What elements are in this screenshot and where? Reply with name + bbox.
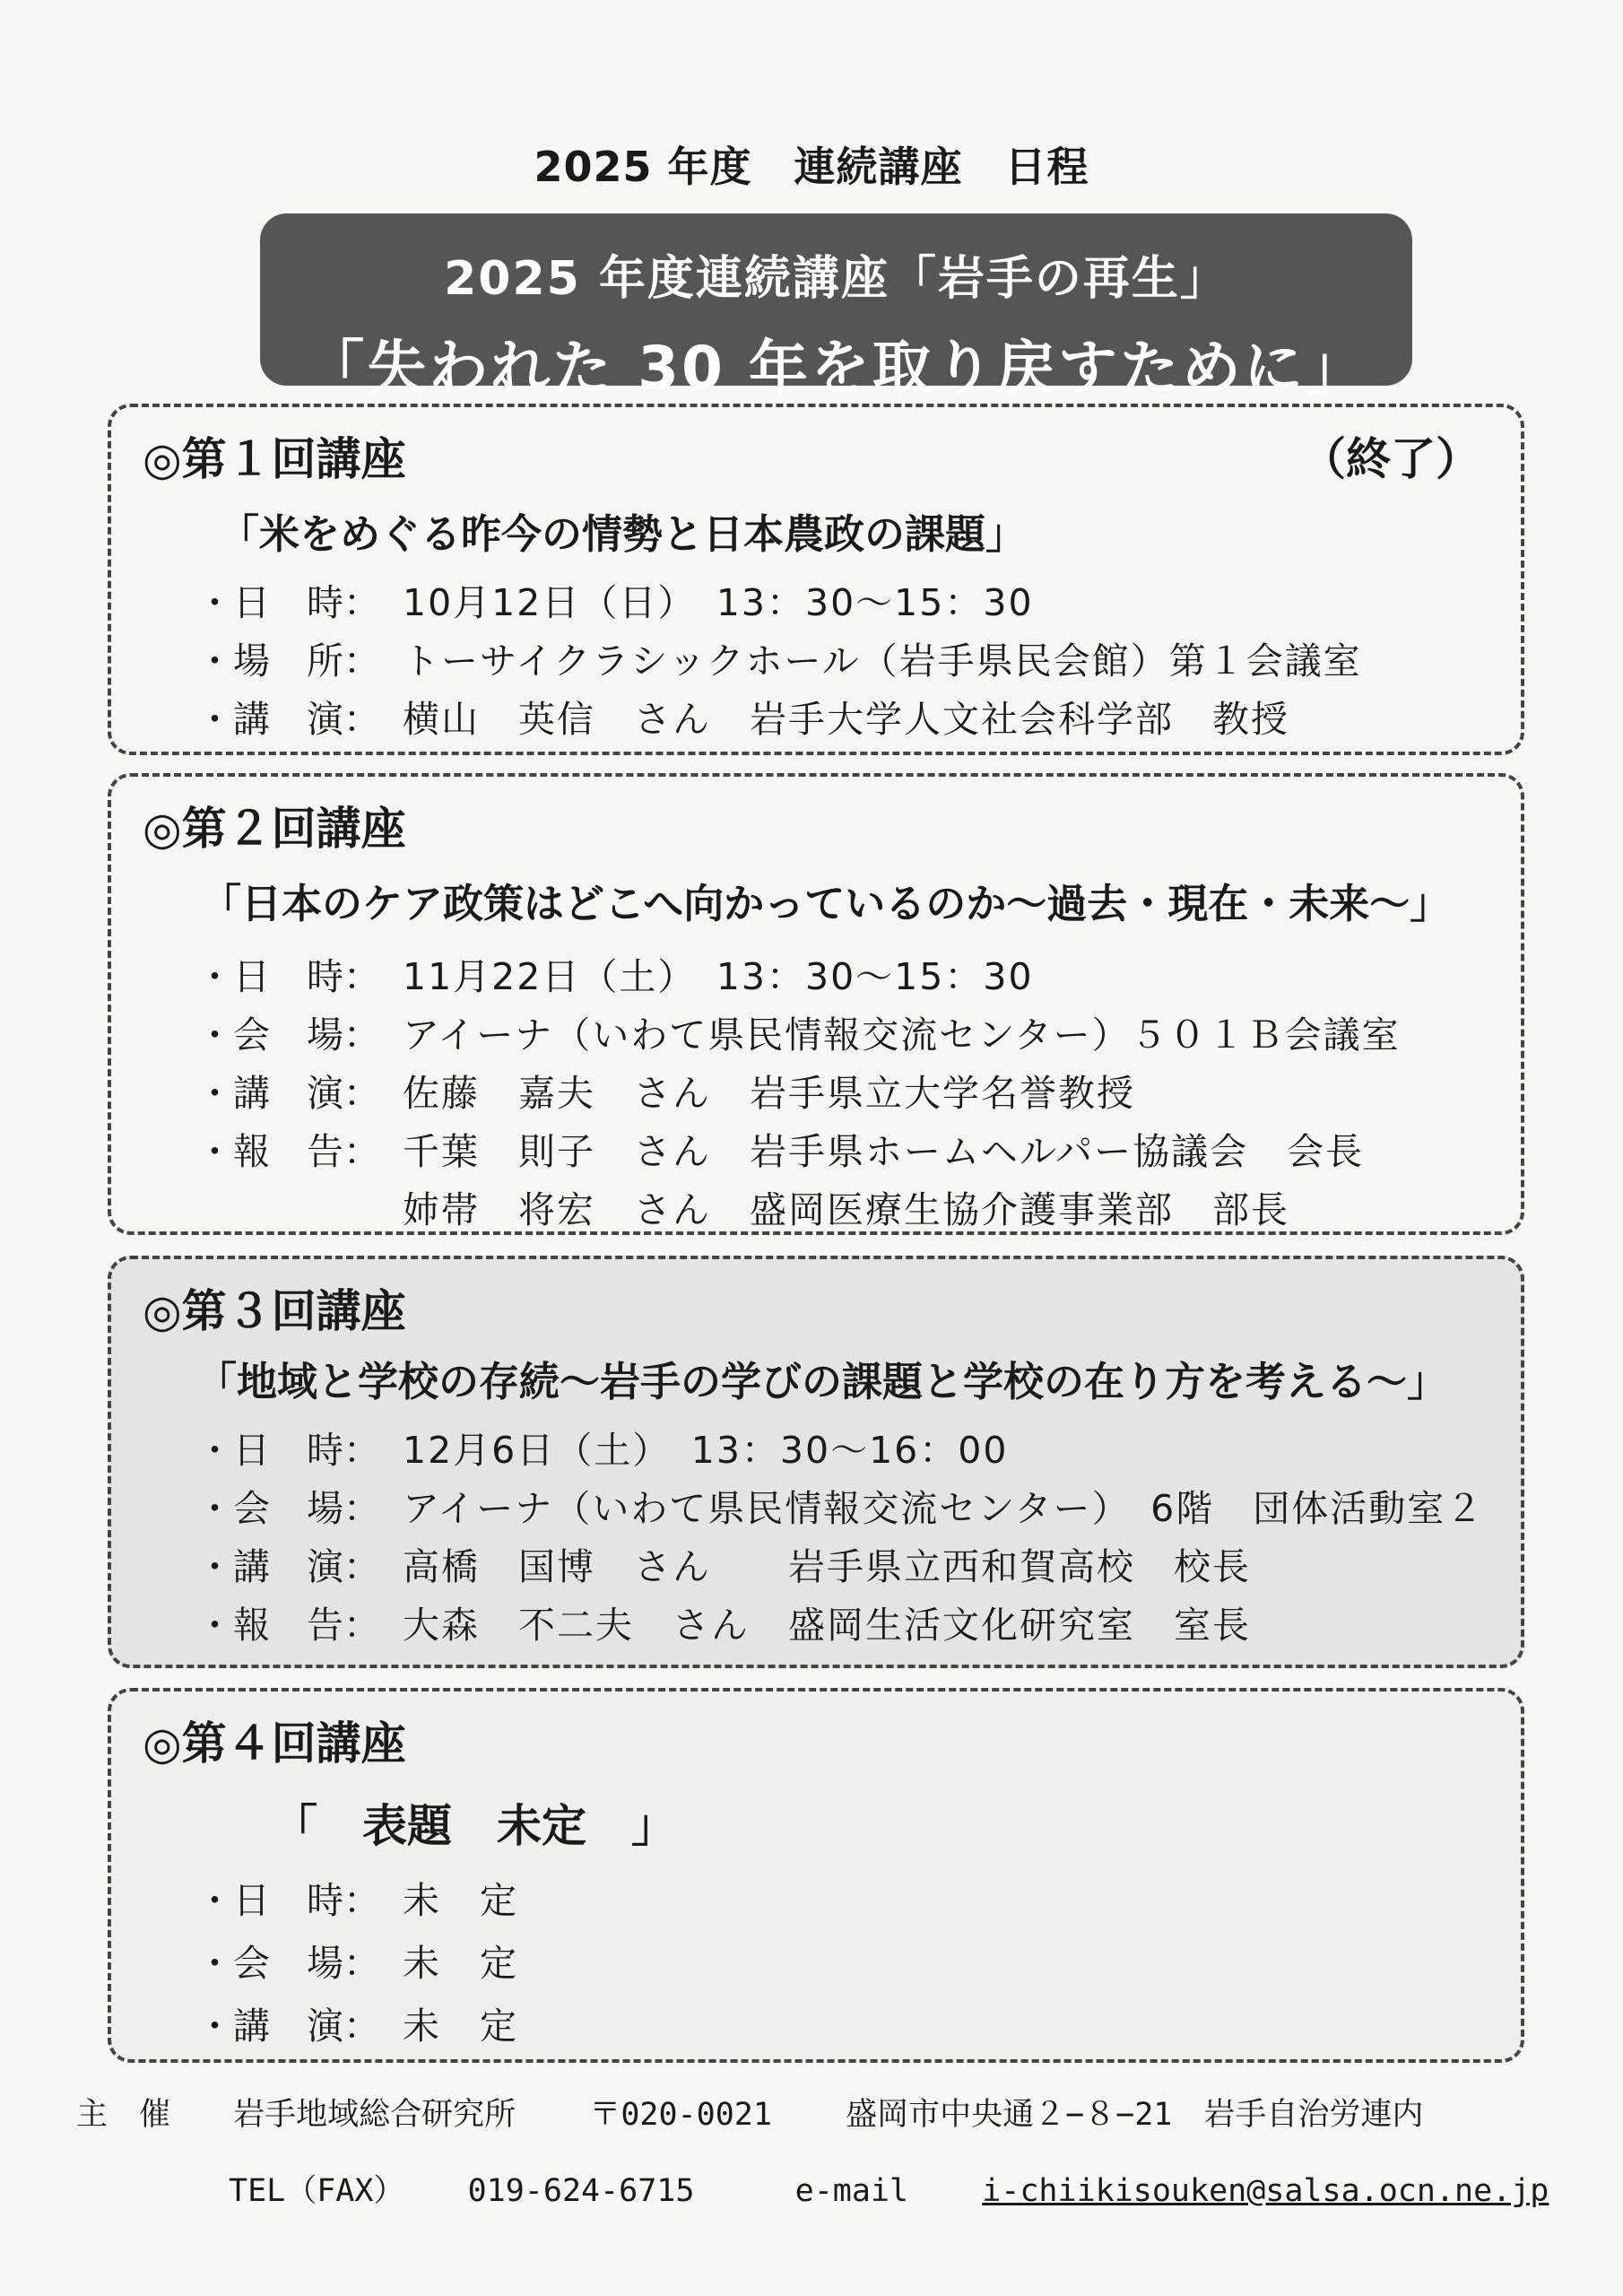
page-title: 2025 年度 連続講座 日程: [534, 143, 1089, 191]
lecture-3-heading: ◎第３回講座: [143, 1285, 406, 1337]
lecture-4-heading: ◎第４回講座: [143, 1718, 406, 1770]
lecture-1-speaker: ・講 演： 横山 英信 さん 岩手大学人文社会科学部 教授: [196, 698, 1289, 741]
lecture-1-topic: 「米をめぐる昨今の情勢と日本農政の課題」: [219, 510, 1027, 558]
tel-number: 019-624-6715: [467, 2173, 695, 2209]
lecture-3-speaker: ・講 演： 高橋 国博 さん 岩手県立西和賀高校 校長: [196, 1545, 1251, 1588]
email-label: e-mail: [794, 2173, 909, 2209]
email-link[interactable]: i-chiikisouken@salsa.ocn.ne.jp: [982, 2173, 1549, 2209]
organizer-label: 主 催: [76, 2097, 171, 2133]
lecture-3-topic: 「地域と学校の存続〜岩手の学びの課題と学校の在り方を考える〜」: [196, 1358, 1448, 1405]
organizer-name: 岩手地域総合研究所: [233, 2097, 516, 2133]
lecture-1-venue: ・場 所： トーサイクラシックホール（岩手県民会館）第１会議室: [196, 639, 1362, 683]
lecture-2-report-2: 姉帯 将宏 さん 盛岡医療生協介護事業部 部長: [403, 1188, 1289, 1231]
lecture-3-venue: ・会 場： アイーナ（いわて県民情報交流センター） 6階 団体活動室２: [196, 1487, 1485, 1530]
lecture-4-date: ・日 時： 未 定: [196, 1879, 518, 1922]
lecture-2-speaker: ・講 演： 佐藤 嘉夫 さん 岩手県立大学名誉教授: [196, 1072, 1135, 1115]
lecture-4-speaker: ・講 演： 未 定: [196, 2005, 518, 2048]
lecture-2-box: [108, 773, 1524, 1235]
lecture-1-date: ・日 時： 10月12日（日） 13：30〜15：30: [196, 581, 1034, 624]
tel-label: TEL（FAX）: [229, 2173, 405, 2209]
banner-theme: 「失われた 30 年を取り戻すために」: [305, 334, 1367, 403]
lecture-2-venue: ・会 場： アイーナ（いわて県民情報交流センター）５０１Ｂ会議室: [196, 1013, 1401, 1057]
series-banner: [260, 213, 1412, 403]
lecture-4-box: [108, 1688, 1524, 2063]
lecture-2-date: ・日 時： 11月22日（土） 13：30〜15：30: [196, 955, 1034, 998]
lecture-2-topic: 「日本のケア政策はどこへ向かっているのか〜過去・現在・未来〜」: [201, 880, 1451, 927]
organizer-line: [76, 2090, 1423, 2135]
lecture-3-box: [108, 1256, 1524, 1668]
lecture-2-heading: ◎第２回講座: [143, 803, 406, 855]
lecture-1-box: [108, 404, 1524, 755]
address: 盛岡市中央通２−８−21 岩手自治労連内: [846, 2097, 1424, 2133]
lecture-3-report: ・報 告： 大森 不二夫 さん 盛岡生活文化研究室 室長: [196, 1604, 1251, 1647]
lecture-1-status: （終了）: [1301, 433, 1480, 485]
postal-code: 〒020-0021: [589, 2097, 772, 2133]
contact-line: [229, 2166, 1549, 2211]
banner-series-title: 2025 年度連続講座「岩手の再生」: [444, 252, 1228, 306]
lecture-1-heading: ◎第１回講座: [143, 433, 406, 485]
lecture-4-venue: ・会 場： 未 定: [196, 1942, 518, 1985]
lecture-4-topic: 「 表題 未定 」: [273, 1800, 676, 1852]
lecture-3-date: ・日 時： 12月6日（土） 13：30〜16：00: [196, 1429, 1009, 1472]
lecture-2-report: ・報 告： 千葉 則子 さん 岩手県ホームヘルパー協議会 会長: [196, 1130, 1365, 1173]
